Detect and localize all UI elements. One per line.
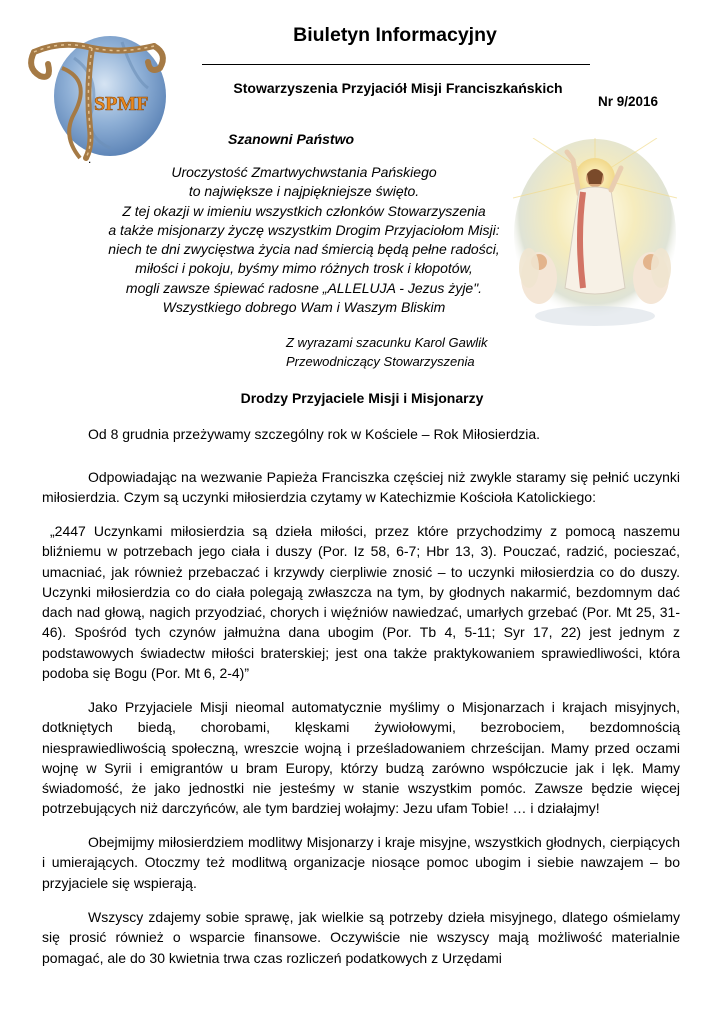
paragraph: Jako Przyjaciele Misji nieomal automatycznie myślimy o Misjonarzach i krajach misyjnych, dotkniętych biedą, chorobami, klęskami żywiołowymi, bezrobociem, bezdomnością niesprawiedliwością społeczną, wreszcie wojną i prześladowaniem chrześcijan. Mamy przed oczami wojnę w Syrii i emigrantów u bram Europy, którzy budzą zarówno współczucie jak i lęk. Mamy świadomość, że jako jednostki nie jesteśmy w stanie wszystkim pomóc. Zawsze będzie więcej potrzebujących niż darczyńców, ale tym bardziej wołajmy: Jezu ufam Tobie! … i działajmy! — [42, 699, 680, 817]
easter-greeting — [92, 163, 516, 317]
greeting-line: Z tej okazji w imieniu wszystkich członków Stowarzyszenia — [122, 202, 486, 219]
title-underline — [202, 64, 590, 65]
salutation: Szanowni Państwo — [228, 131, 355, 147]
paragraph: Od 8 grudnia przeżywamy szczególny rok w Kościele – Rok Miłosierdzia. — [88, 426, 541, 442]
paragraph: „2447 Uczynkami miłosierdzia są dzieła miłości, przez które przychodzimy z pomocą naszemu bliźniemu w potrzebach jego ciała i duszy (Por. Iz 58, 6-7; Hbr 13, 3). Pouczać, radzić, pocieszać, umacniać, jak również przebaczać i krzywdy cierpliwie znosić – to uczynki miłosierdzia co do duszy. Uczynki miłosierdzia co do ciała polegają zwłaszcza na tym, by głodnych nakarmić, bezdomnym dać dach nad głową, nagich przyodziać, chorych i więźniów nawiedzać, umarłych grzebać (Por. Mt 25, 31-46). Spośród tych czynów jałmużna dana ubogim (Por. Tb 4, 5-11; Syr 17, 22) jest jednym z podstawowych świadectw miłości braterskiej; jest ona także praktykowaniem sprawiedliwości, która podoba się Bogu (Por. Mt 6, 2-4)” — [42, 523, 680, 682]
article-body — [42, 907, 680, 968]
greeting-line: Wszystkiego dobrego Wam i Waszym Bliskim — [162, 299, 446, 316]
spmf-logo — [22, 18, 172, 166]
bulletin-title: Biuletyn Informacyjny — [293, 24, 497, 46]
article-heading: Drodzy Przyjaciele Misji i Misjonarzy — [240, 390, 484, 406]
stray-dot: . — [88, 152, 92, 166]
paragraph: Obejmijmy miłosierdziem modlitwy Misjonarzy i kraje misyjne, wszystkich głodnych, cierpiących i umierających. Otoczmy też modlitwą organizacje niosące pomoc ubogim i siebie nawzajem – bo przyjaciele się wspierają. — [42, 834, 680, 891]
greeting-line: miłości i pokoju, byśmy mimo różnych trosk i kłopotów, — [135, 260, 473, 277]
catechism-quote — [42, 521, 680, 683]
article-body — [42, 424, 680, 444]
greeting-line: Uroczystość Zmartwychwstania Pańskiego — [171, 164, 437, 180]
spmf-logo-text: SPMF — [94, 93, 149, 115]
greeting-line: a także misjonarzy życzę wszystkim Drogim Przyjaciołom Misji: — [108, 221, 500, 238]
association-name: Stowarzyszenia Przyjaciół Misji Franciszkańskich — [233, 80, 563, 96]
paragraph: Wszyscy zdajemy sobie sprawę, jak wielkie są potrzeby dzieła misyjnego, dlatego ośmielamy się prosić również o wsparcie finansowe. Oczywiście nie wszyscy mają możliwość materialnie pomagać, ale do 30 kwietnia trwa czas rozliczeń podatkowych z Urzędami — [42, 909, 680, 966]
article-body — [42, 697, 680, 819]
greeting-line: to największe i najpiękniejsze święto. — [188, 183, 420, 200]
signature-name: Z wyrazami szacunku Karol Gawlik — [286, 335, 488, 350]
issue-number: Nr 9/2016 — [598, 94, 659, 109]
greeting-line: niech te dni zwycięstwa życia nad śmiercią będą pełne radości, — [108, 241, 500, 258]
signature-block — [286, 333, 488, 371]
article-body — [42, 467, 680, 508]
paragraph: Odpowiadając na wezwanie Papieża Franciszka częściej niż zwykle staramy się pełnić uczynki miłosierdzia. Czym są uczynki miłosierdzia czytamy w Katechizmie Kościoła Katolickiego: — [42, 469, 680, 506]
resurrection-image — [513, 138, 677, 330]
article-body — [42, 832, 680, 893]
signature-role: Przewodniczący Stowarzyszenia — [286, 354, 475, 369]
greeting-line: mogli zawsze śpiewać radosne „ALLELUJA - Jezus żyje". — [125, 279, 483, 296]
